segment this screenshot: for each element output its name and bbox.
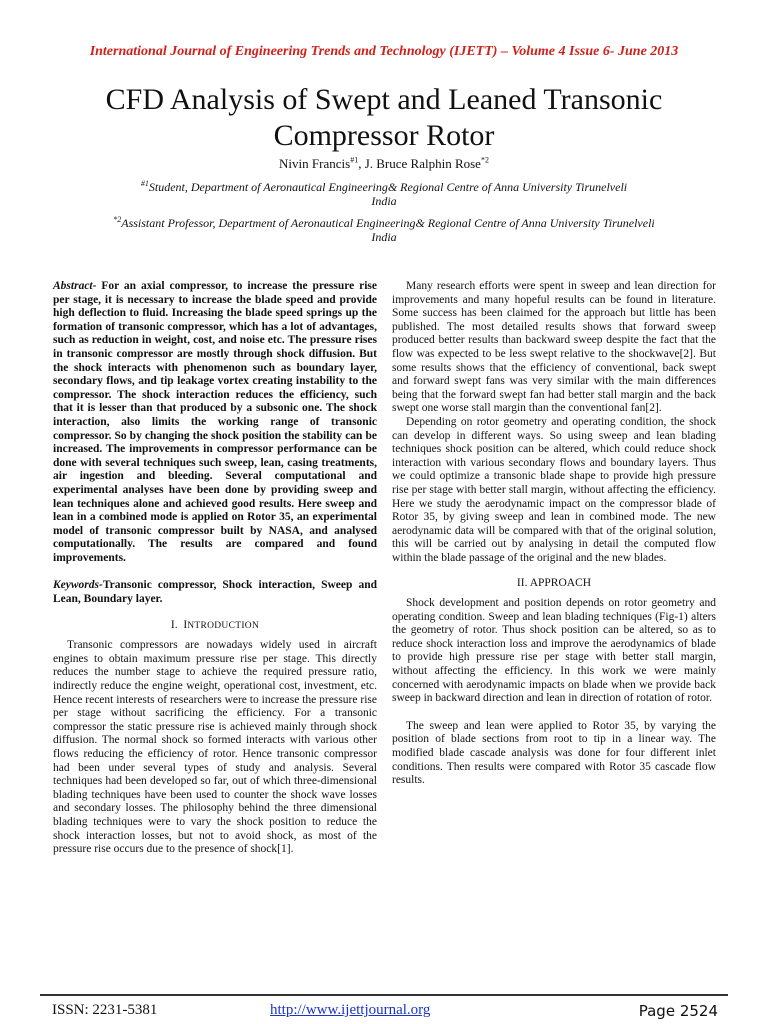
paper-title: CFD Analysis of Swept and Leaned Transonic Compressor Rotor — [105, 83, 663, 152]
section-heading-introduction — [53, 619, 377, 634]
left-column — [53, 280, 377, 857]
body-paragraph-1: Many research efforts were spent in sweep and lean direction for improvements and many hopeful results can be found in literature. Some success has been claimed for the approach but little has been published. The most detailed results shows that forward sweep produced better results than backward sweep despite the fact that the flow was expected to be less swept relative to the shockwave[2]. But some results shows that the efficiency of conventional, back swept and forward swept fans was very similar with the main differences being that the forward swept fan had better stall margin and the back swept one worse stall margin than the conventional fan[2]. — [392, 280, 716, 415]
affiliation-1-line1: Student, Department of Aeronautical Engineering& Regional Centre of Anna University Tirunelveli — [148, 180, 628, 194]
abstract-label: Abstract- — [53, 280, 97, 292]
abstract — [53, 280, 377, 565]
affiliation-2-line2: India — [371, 230, 397, 244]
footer-page-number: Page 2524 — [638, 1002, 718, 1020]
keywords-text: Transonic compressor, Shock interaction, Sweep and Lean, Boundary layer. — [53, 579, 377, 606]
keywords — [53, 579, 377, 606]
abstract-text: For an axial compressor, to increase the pressure rise per stage, it is necessary to increase the blade speed and provide high deflection to fluid. Increasing the blade speed springs up the formation of transonic compressor, which has a lot of advantages, such as reduction in weight, cost, and noise etc. The pressure rises in transonic compressor are mostly through shock diffusion. But the shock interacts with phenomenon such as boundary layer, secondary flows, and tip leakage vortex creating instability to the compressor. The shock interaction reduces the efficiency, such that it is lesser than that produced by a subsonic one. The shock interaction, also limits the working range of transonic compressor. So by changing the shock position the stability can be increased. The improvements in compressor performance can be done with several techniques such sweep, lean, casing treatments, air ingestion and bleeding. Several computational and experimental analyses have been done by providing sweep and lean techniques alone and achieved good results. Here sweep and lean in a combined mode is applied on Rotor 35, an experimental model of transonic compressor built by NASA, and analysed computationally. The results are compared and found improvements. — [53, 280, 377, 564]
approach-paragraph-1: Shock development and position depends on rotor geometry and operating condition. Sweep and lean blading techniques (Fig-1) alters the geometry of rotor. Thus shock position can be altered, so as to reduce shock interaction loss and improve the aerodynamics of blade to provide high pressure rise per stage with better stall margin, without affecting the efficiency. In this work we were mainly concerned with aerodynamic impacts on blade when we provide back sweep in backward direction and lean in direction of rotation of rotor. — [392, 597, 716, 705]
footer-divider — [40, 994, 728, 996]
author-1-sup: #1 — [350, 155, 359, 165]
affiliation-2-line1: Assistant Professor, Department of Aeronautical Engineering& Regional Centre of Anna University Tirunelveli — [121, 216, 655, 230]
keywords-label: Keywords- — [53, 579, 103, 592]
author-2: J. Bruce Ralphin Rose — [364, 156, 481, 171]
author-line — [0, 156, 768, 172]
intro-heading-num: I. — [170, 618, 178, 631]
affiliation-2-sup: *2 — [113, 215, 122, 224]
affiliation-1 — [60, 180, 708, 208]
footer-journal-link[interactable]: http://www.ijettjournal.org — [270, 1002, 431, 1018]
approach-paragraph-2: The sweep and lean were applied to Rotor 35, by varying the position of blade sections from root to tip in a linear way. The modified blade cascade analysis was done for four different inlet conditions. Then results were compared with Rotor 35 cascade flow results. — [392, 719, 716, 787]
body-paragraph-2: Depending on rotor geometry and operating condition, the shock can develop in different ways. So using sweep and lean blading techniques shock position can be altered, which could reduce shock interaction with various secondary flows and boundary layers. Thus we could optimize a transonic blade shape to provide high pressure rise per stage with better stall margin, without affecting the efficiency. Here we study the aerodynamic impact on the compressor blade of Rotor 35, by giving sweep and lean in combined mode. The new aerodynamic data will be compared with that of the original solution, this will be carried out by analysing in detail the computed flow within the blade passage of the original and the new blades. — [392, 415, 716, 564]
section-heading-approach: II. APPROACH — [516, 577, 592, 590]
author-separator: , — [358, 156, 365, 171]
author-2-sup: *2 — [480, 155, 489, 165]
affiliation-1-sup: #1 — [140, 179, 149, 188]
author-1: Nivin Francis — [279, 156, 351, 171]
right-column — [392, 280, 716, 788]
intro-heading-first: I — [183, 618, 188, 631]
footer-issn: ISSN: 2231-5381 — [52, 1002, 158, 1018]
journal-header: International Journal of Engineering Trends and Technology (IJETT) – Volume 4 Issue 6- June 2013 — [89, 44, 679, 59]
intro-heading-rest: NTRODUCTION — [187, 620, 260, 631]
affiliation-2 — [60, 216, 708, 244]
intro-paragraph: Transonic compressors are nowadays widely used in aircraft engines to obtain maximum pressure rise per stage. This directly reduces the number stage to achieve the required pressure ratio, indirectly reduce the engine weight, operational cost, investment, etc. Hence recent interests of researchers were to increase the pressure rise per stage without sacrificing the efficiency. For a transonic compressor the static pressure rise is achieved mainly through shock diffusion. The normal shock so formed interacts with various other flows reducing the efficiency of rotor. Hence transonic compressor had been under several types of study and analysis. Several techniques had been developed so far, out of which three-dimensional blading techniques have been used to counter the shock wave losses and secondary losses. The philosophy behind the three dimensional blading techniques were to vary the shock position to reduce the shock interaction losses, but not to avoid shock, as most of the pressure rise occurs due to the presence of shock[1]. — [53, 639, 377, 856]
affiliation-1-line2: India — [371, 194, 397, 208]
